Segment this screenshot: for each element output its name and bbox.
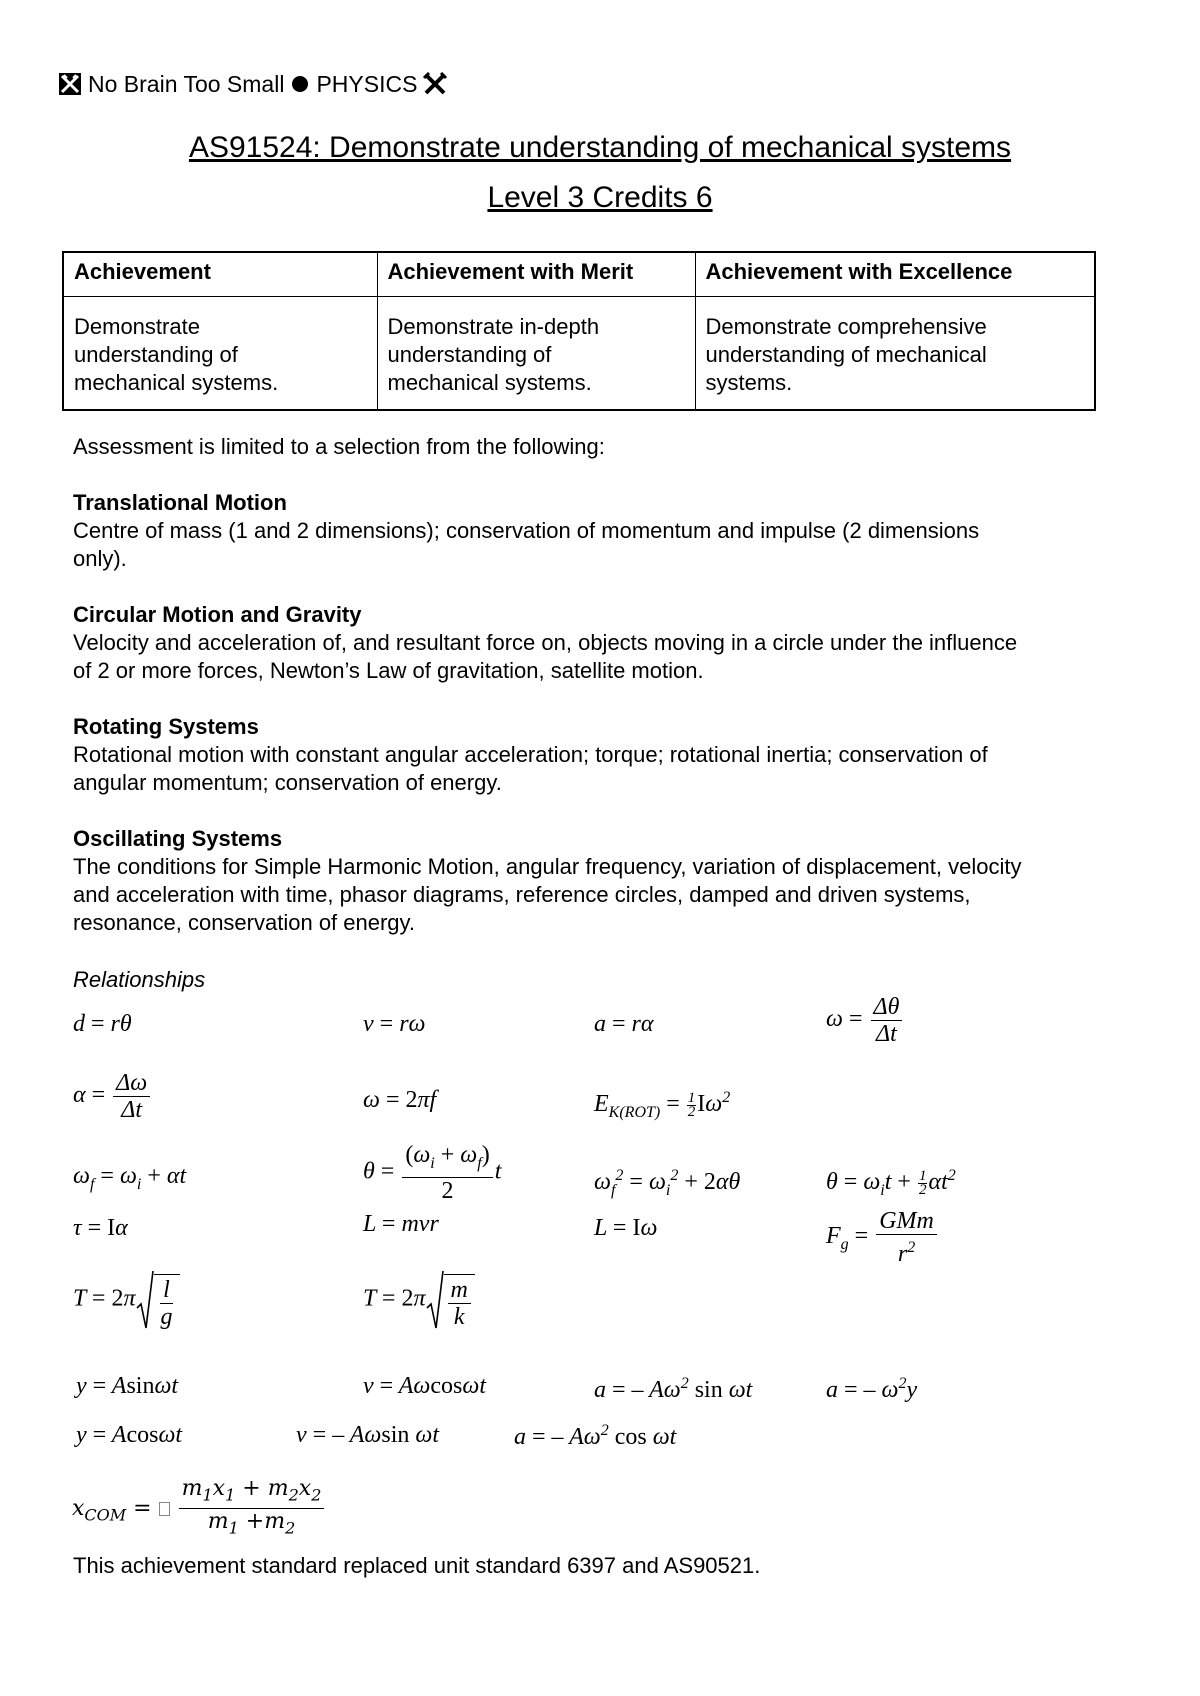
formula-y-sin: y = Asinωt <box>76 1373 179 1399</box>
section-heading: Rotating Systems <box>73 714 259 739</box>
table-cell <box>377 297 695 411</box>
section-line: of 2 or more forces, Newton’s Law of gravitation, satellite motion. <box>73 658 704 683</box>
table-header-cell: Achievement with Merit <box>377 252 695 297</box>
formula-gravity: $F_g$ = $\frac{\text{GMm}}{r^2}$ <box>826 1208 939 1267</box>
section-translational <box>73 489 1133 573</box>
crossed-tools-icon <box>58 72 82 96</box>
table-header-row <box>63 252 1095 297</box>
footer-note: This achievement standard replaced unit standard 6397 and AS90521. <box>73 1553 761 1578</box>
section-line: Velocity and acceleration of, and resultant force on, objects moving in a circle under the influence <box>73 630 1018 655</box>
formula-centre-of-mass: $x_{COM}$ = $\frac{m_1x_1 + m_2x_2}{m_1 +m_2}$ <box>72 1476 326 1542</box>
radical-sign-icon <box>136 1270 154 1330</box>
radical-sign-icon <box>426 1270 444 1330</box>
table-cell <box>63 297 377 411</box>
page-subtitle: Level 3 Credits 6 <box>487 181 713 214</box>
formula-omega-2pif: ω = 2πf <box>363 1087 437 1113</box>
cell-line: Demonstrate comprehensive <box>705 314 987 339</box>
section-line: angular momentum; conservation of energy. <box>73 770 502 795</box>
formula-torque: τ = Iα <box>73 1215 128 1241</box>
section-heading: Oscillating Systems <box>73 826 283 851</box>
section-oscillating <box>73 825 1133 937</box>
formula-a: a = rα <box>594 1011 654 1037</box>
table-cell <box>695 297 1095 411</box>
formula-omega-sq: $\omega_f^2 = \omega_i^2 + 2\alpha\theta$ <box>594 1167 741 1199</box>
cell-line: Demonstrate <box>74 314 200 339</box>
section-line: Rotational motion with constant angular acceleration; torque; rotational inertia; conservation of <box>73 742 988 767</box>
formula-spring: T = 2π $\frac{m}{k}$ <box>363 1270 475 1330</box>
cell-line: mechanical systems. <box>387 370 592 395</box>
page-title: AS91524: Demonstrate understanding of mechanical systems <box>188 131 1012 164</box>
formula-l-mvr: L = mvr <box>363 1211 439 1237</box>
cell-line: understanding of <box>387 342 552 367</box>
formula-theta-t: $\theta = \omega_it$ + $\frac{1}{2}$ $\alpha t^2$ <box>826 1167 956 1199</box>
section-line: The conditions for Simple Harmonic Motion, angular frequency, variation of displacement, velocity <box>73 854 1022 879</box>
achievement-table <box>62 251 1096 411</box>
formula-alpha: α = $\frac{\Delta\omega}{\Delta t}$ <box>73 1070 152 1123</box>
cell-line: mechanical systems. <box>74 370 279 395</box>
formula-omega: ω = $\frac{\Delta\theta}{\Delta t}$ <box>826 994 904 1047</box>
formula-d: d = rθ <box>73 1011 132 1037</box>
section-circular <box>73 601 1133 685</box>
section-line: only). <box>73 546 127 571</box>
section-line: and acceleration with time, phasor diagrams, reference circles, damped and driven systems, <box>73 882 971 907</box>
intro-text: Assessment is limited to a selection from the following: <box>73 434 605 459</box>
brand-name: No Brain Too Small <box>88 71 285 97</box>
cell-line: Demonstrate in-depth <box>387 314 600 339</box>
formula-a-cos: a = – $A\omega^2$ cos ωt <box>514 1422 677 1450</box>
table-header-cell: Achievement with Excellence <box>695 252 1095 297</box>
section-rotating <box>73 713 1133 797</box>
formula-ek-rot: $E_{K(ROT)}$ = $\frac{1}{2}$ $I\omega^2$ <box>594 1089 731 1121</box>
formula-v-sin: v = – Aωsin ωt <box>296 1422 440 1448</box>
crossed-tools-icon <box>423 72 447 96</box>
cell-line: systems. <box>705 370 793 395</box>
section-heading: Circular Motion and Gravity <box>73 602 362 627</box>
section-line: Centre of mass (1 and 2 dimensions); conservation of momentum and impulse (2 dimensions <box>73 518 980 543</box>
page-header <box>58 70 447 98</box>
table-row <box>63 297 1095 411</box>
formula-a-sin: a = – $A\omega^2$ sin ωt <box>594 1375 753 1403</box>
section-heading: Translational Motion <box>73 490 287 515</box>
bullet-dot-icon <box>292 76 308 92</box>
formula-omega-f: $\omega_f = \omega_i + \alpha t$ <box>73 1163 187 1193</box>
relationships-label: Relationships <box>73 967 206 992</box>
formula-y-cos: y = Acosωt <box>76 1422 183 1448</box>
formula-v: v = rω <box>363 1011 426 1037</box>
subject-name: PHYSICS <box>316 71 418 97</box>
formula-theta-avg: θ = $\frac{(\omega_i + \omega_f)}{2}$ t <box>363 1142 502 1204</box>
section-line: resonance, conservation of energy. <box>73 910 416 935</box>
table-header-cell: Achievement <box>63 252 377 297</box>
cell-line: understanding of mechanical <box>705 342 987 367</box>
formula-l-iomega: L = Iω <box>594 1215 658 1241</box>
formula-v-cos: v = Aωcosωt <box>363 1373 486 1399</box>
formula-a-omega-y: a = – $\omega^2y$ <box>826 1375 918 1403</box>
cell-line: understanding of <box>74 342 238 367</box>
formula-pendulum: T = 2π $\frac{l}{g}$ <box>73 1270 180 1330</box>
